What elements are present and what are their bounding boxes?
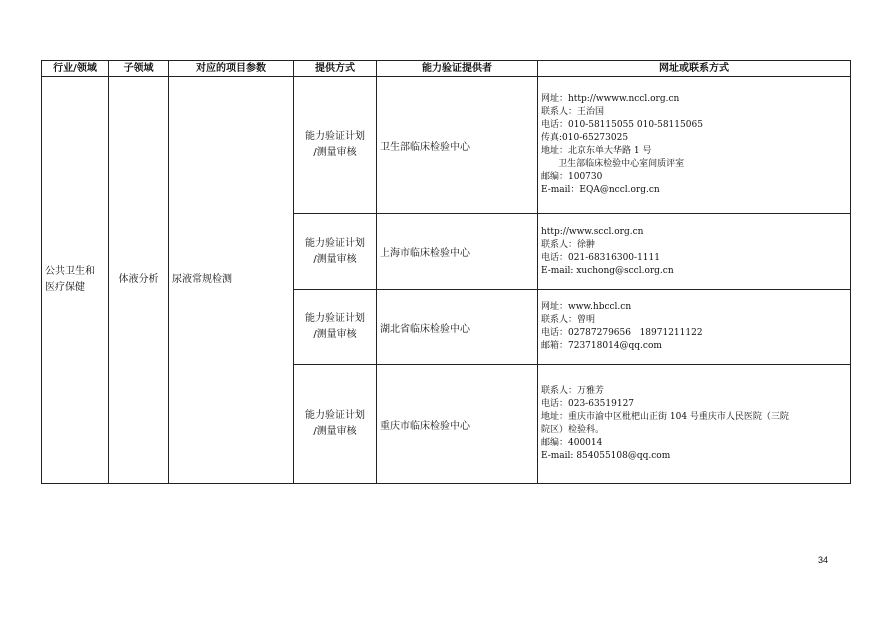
contact-line: http://www.sccl.org.cn: [541, 226, 644, 237]
contact-line: 电话：010-58115055 010-58115065: [541, 120, 703, 130]
industry-cell: 公共卫生和 医疗保健: [42, 77, 109, 484]
provider-cell: 湖北省临床检验中心: [377, 290, 538, 365]
contact-line: 联系人：曾明: [541, 315, 596, 325]
header-parameter: 对应的项目参数: [169, 61, 294, 77]
parameter-cell: 尿液常规检测: [169, 77, 294, 484]
contact-line: 地址：重庆市渝中区枇杷山正街 104 号重庆市人民医院（三院: [541, 412, 789, 422]
contact-line: E-mail：EQA@nccl.org.cn: [541, 185, 660, 195]
contact-line: 联系人：万雅芳: [541, 386, 605, 396]
provider-cell: 重庆市临床检验中心: [377, 365, 538, 484]
header-provider: 能力验证提供者: [377, 61, 538, 77]
contact-line: 邮编：100730: [541, 172, 603, 182]
method-cell: 能力验证计划 /测量审核: [294, 77, 377, 214]
contact-cell: [538, 214, 851, 290]
contact-line: 邮箱：723718014@qq.com: [541, 341, 662, 351]
table-row: [42, 77, 851, 214]
contact-line: 联系人：王治国: [541, 107, 605, 117]
contact-cell: [538, 77, 851, 214]
header-method: 提供方式: [294, 61, 377, 77]
method-cell: 能力验证计划 /测量审核: [294, 365, 377, 484]
proficiency-testing-table: [41, 60, 851, 484]
contact-line: 卫生部临床检验中心室间质评室: [541, 159, 685, 169]
contact-line: 传真:010-65273025: [541, 133, 629, 143]
contact-line: 电话：023-63519127: [541, 399, 635, 409]
contact-line: 电话：021-68316300-1111: [541, 252, 660, 263]
contact-line: 网址：www.hbccl.cn: [541, 302, 632, 312]
contact-line: 邮编：400014: [541, 438, 603, 448]
contact-line: 院区）检验科。: [541, 425, 605, 435]
contact-line: E-mail: xuchong@sccl.org.cn: [541, 265, 674, 276]
contact-line: E-mail: 854055108@qq.com: [541, 451, 671, 461]
contact-line: 电话：02787279656 18971211122: [541, 328, 703, 338]
provider-cell: 上海市临床检验中心: [377, 214, 538, 290]
header-contact: 网址或联系方式: [538, 61, 851, 77]
page-number: 34: [818, 555, 829, 565]
table-header-row: [42, 61, 851, 77]
contact-line: 地址：北京东单大华路 1 号: [541, 146, 652, 156]
contact-cell: [538, 365, 851, 484]
header-industry: 行业/领域: [42, 61, 109, 77]
subfield-cell: 体液分析: [109, 77, 169, 484]
contact-line: 联系人：徐翀: [541, 239, 596, 250]
provider-cell: 卫生部临床检验中心: [377, 77, 538, 214]
contact-cell: [538, 290, 851, 365]
contact-line: 网址：http://wwww.nccl.org.cn: [541, 94, 680, 104]
method-cell: 能力验证计划 /测量审核: [294, 214, 377, 290]
header-subfield: 子领域: [109, 61, 169, 77]
method-cell: 能力验证计划 /测量审核: [294, 290, 377, 365]
